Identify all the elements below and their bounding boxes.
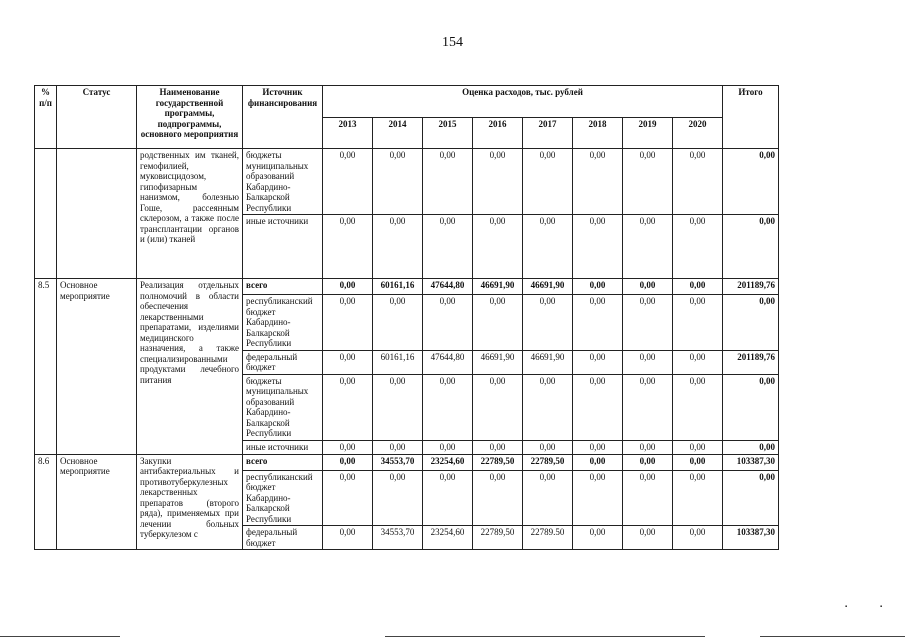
cell-value: 0,00 bbox=[673, 215, 723, 279]
cell-value: 0,00 bbox=[673, 454, 723, 470]
cell-value: 47644,80 bbox=[423, 279, 473, 295]
cell-value: 47644,80 bbox=[423, 350, 473, 374]
cell-value: 0,00 bbox=[323, 215, 373, 279]
cell-status: Основное мероприятие bbox=[57, 454, 137, 550]
header-status: Статус bbox=[57, 86, 137, 149]
cell-total: 201189,76 bbox=[723, 350, 779, 374]
cell-num: 8.5 bbox=[35, 279, 57, 455]
cell-value: 0,00 bbox=[423, 295, 473, 351]
cell-value: 0,00 bbox=[623, 350, 673, 374]
header-year: 2018 bbox=[573, 117, 623, 149]
cell-total: 201189,76 bbox=[723, 279, 779, 295]
table-row bbox=[35, 149, 779, 215]
cell-value: 0,00 bbox=[423, 149, 473, 215]
cell-value: 0,00 bbox=[673, 350, 723, 374]
cell-value: 0,00 bbox=[673, 149, 723, 215]
cell-value: 0,00 bbox=[673, 295, 723, 351]
cell-value: 46691,90 bbox=[473, 350, 523, 374]
cell-value: 34553,70 bbox=[373, 526, 423, 550]
cell-value: 0,00 bbox=[573, 149, 623, 215]
cell-value: 0,00 bbox=[523, 215, 573, 279]
cell-value: 0,00 bbox=[373, 215, 423, 279]
cell-value: 0,00 bbox=[673, 526, 723, 550]
cell-value: 0,00 bbox=[573, 215, 623, 279]
cell-value: 0,00 bbox=[623, 526, 673, 550]
cell-value: 0,00 bbox=[623, 215, 673, 279]
cell-value: 0,00 bbox=[623, 454, 673, 470]
cell-value: 0,00 bbox=[673, 440, 723, 454]
page-number: 154 bbox=[442, 35, 463, 50]
cell-total: 0,00 bbox=[723, 440, 779, 454]
cell-value: 0,00 bbox=[623, 295, 673, 351]
cell-value: 46691,90 bbox=[523, 350, 573, 374]
cell-value: 0,00 bbox=[573, 440, 623, 454]
cell-value: 22789,50 bbox=[473, 526, 523, 550]
cell-total: 103387,30 bbox=[723, 454, 779, 470]
header-year: 2017 bbox=[523, 117, 573, 149]
cell-source: бюджеты муниципальных образований Кабардино-Балкарской Республики bbox=[243, 374, 323, 440]
cell-value: 0,00 bbox=[473, 149, 523, 215]
cell-value: 0,00 bbox=[323, 374, 373, 440]
cell-total: 103387,30 bbox=[723, 526, 779, 550]
scan-artifact-line bbox=[760, 636, 905, 637]
header-year: 2020 bbox=[673, 117, 723, 149]
cell-value: 22789,50 bbox=[523, 454, 573, 470]
cell-value: 0,00 bbox=[523, 295, 573, 351]
cell-total: 0,00 bbox=[723, 470, 779, 526]
scan-speck: ▪ bbox=[880, 604, 883, 610]
cell-value: 0,00 bbox=[573, 374, 623, 440]
header-estimate: Оценка расходов, тыс. рублей bbox=[323, 86, 723, 118]
cell-value: 0,00 bbox=[673, 470, 723, 526]
cell-value: 0,00 bbox=[323, 440, 373, 454]
cell-num: 8.6 bbox=[35, 454, 57, 550]
cell-value: 0,00 bbox=[323, 454, 373, 470]
header-row bbox=[35, 86, 779, 118]
cell-value: 0,00 bbox=[473, 470, 523, 526]
header-year: 2016 bbox=[473, 117, 523, 149]
cell-source: федеральный бюджет bbox=[243, 350, 323, 374]
cell-total: 0,00 bbox=[723, 295, 779, 351]
cell-value: 23254,60 bbox=[423, 454, 473, 470]
cell-value: 0,00 bbox=[473, 295, 523, 351]
cell-value: 23254,60 bbox=[423, 526, 473, 550]
cell-value: 60161,16 bbox=[373, 350, 423, 374]
cell-value: 0,00 bbox=[373, 374, 423, 440]
cell-source: всего bbox=[243, 279, 323, 295]
table-row bbox=[35, 454, 779, 470]
cell-value: 0,00 bbox=[373, 149, 423, 215]
cell-value: 60161,16 bbox=[373, 279, 423, 295]
header-year: 2013 bbox=[323, 117, 373, 149]
cell-value: 0,00 bbox=[323, 470, 373, 526]
cell-value: 0,00 bbox=[423, 470, 473, 526]
header-source: Источник финансирования bbox=[243, 86, 323, 149]
cell-value: 0,00 bbox=[673, 374, 723, 440]
cell-value: 0,00 bbox=[573, 470, 623, 526]
cell-value: 0,00 bbox=[573, 279, 623, 295]
budget-table bbox=[34, 85, 779, 550]
cell-value: 0,00 bbox=[423, 215, 473, 279]
cell-value: 0,00 bbox=[523, 149, 573, 215]
table-row bbox=[35, 279, 779, 295]
cell-total: 0,00 bbox=[723, 215, 779, 279]
cell-total: 0,00 bbox=[723, 149, 779, 215]
cell-value: 0,00 bbox=[623, 279, 673, 295]
cell-value: 0,00 bbox=[373, 295, 423, 351]
cell-value: 0,00 bbox=[623, 149, 673, 215]
cell-total: 0,00 bbox=[723, 374, 779, 440]
cell-value: 0,00 bbox=[623, 470, 673, 526]
cell-name: Закупки антибактериальных и противотуберкулезных лекарственных препаратов (второго ряда), применяемых при лечении больных туберкулезом с bbox=[137, 454, 243, 550]
cell-status: Основное мероприятие bbox=[57, 279, 137, 455]
header-year: 2014 bbox=[373, 117, 423, 149]
cell-source: федеральный бюджет bbox=[243, 526, 323, 550]
cell-value: 0,00 bbox=[673, 279, 723, 295]
cell-value: 0,00 bbox=[323, 279, 373, 295]
cell-value: 0,00 bbox=[573, 454, 623, 470]
cell-value: 22789,50 bbox=[473, 454, 523, 470]
cell-value: 0,00 bbox=[623, 374, 673, 440]
cell-source: иные источники bbox=[243, 440, 323, 454]
cell-value: 0,00 bbox=[523, 374, 573, 440]
cell-value: 0,00 bbox=[323, 295, 373, 351]
header-num: % п/п bbox=[35, 86, 57, 149]
cell-value: 0,00 bbox=[423, 440, 473, 454]
cell-value: 46691,90 bbox=[473, 279, 523, 295]
cell-value: 0,00 bbox=[573, 295, 623, 351]
scan-artifact-line bbox=[385, 636, 705, 637]
cell-value: 0,00 bbox=[523, 440, 573, 454]
header-year: 2019 bbox=[623, 117, 673, 149]
cell-value: 0,00 bbox=[573, 350, 623, 374]
cell-name: Реализация отдельных полномочий в области обеспечения лекарственными препаратами, изделиями медицинского назначения, а также специализированными продуктами лечебного питания bbox=[137, 279, 243, 455]
cell-value: 0,00 bbox=[473, 374, 523, 440]
cell-value: 0,00 bbox=[473, 440, 523, 454]
cell-value: 34553,70 bbox=[373, 454, 423, 470]
cell-value: 22789.50 bbox=[523, 526, 573, 550]
cell-status bbox=[57, 149, 137, 279]
cell-value: 0,00 bbox=[623, 440, 673, 454]
cell-source: иные источники bbox=[243, 215, 323, 279]
cell-source: бюджеты муниципальных образований Кабардино-Балкарской Республики bbox=[243, 149, 323, 215]
cell-source: республиканский бюджет Кабардино-Балкарской Республики bbox=[243, 470, 323, 526]
cell-value: 0,00 bbox=[373, 470, 423, 526]
cell-value: 0,00 bbox=[573, 526, 623, 550]
cell-value: 0,00 bbox=[473, 215, 523, 279]
scan-speck: ▪ bbox=[845, 604, 848, 610]
cell-value: 46691,90 bbox=[523, 279, 573, 295]
header-total: Итого bbox=[723, 86, 779, 149]
cell-source: республиканский бюджет Кабардино-Балкарской Республики bbox=[243, 295, 323, 351]
cell-name: родственных им тканей, гемофилией, муковисцидозом, гипофизарным нанизмом, болезнью Гоше, рассеянным склерозом, а также после трансплантации органов и (или) тканей bbox=[137, 149, 243, 279]
scan-artifact-line bbox=[0, 636, 120, 637]
cell-value: 0,00 bbox=[323, 350, 373, 374]
cell-value: 0,00 bbox=[423, 374, 473, 440]
header-year: 2015 bbox=[423, 117, 473, 149]
cell-value: 0,00 bbox=[323, 526, 373, 550]
cell-num bbox=[35, 149, 57, 279]
header-name: Наименование государственной программы, подпрограммы, основного мероприятия bbox=[137, 86, 243, 149]
cell-value: 0,00 bbox=[323, 149, 373, 215]
cell-value: 0,00 bbox=[523, 470, 573, 526]
cell-source: всего bbox=[243, 454, 323, 470]
cell-value: 0,00 bbox=[373, 440, 423, 454]
